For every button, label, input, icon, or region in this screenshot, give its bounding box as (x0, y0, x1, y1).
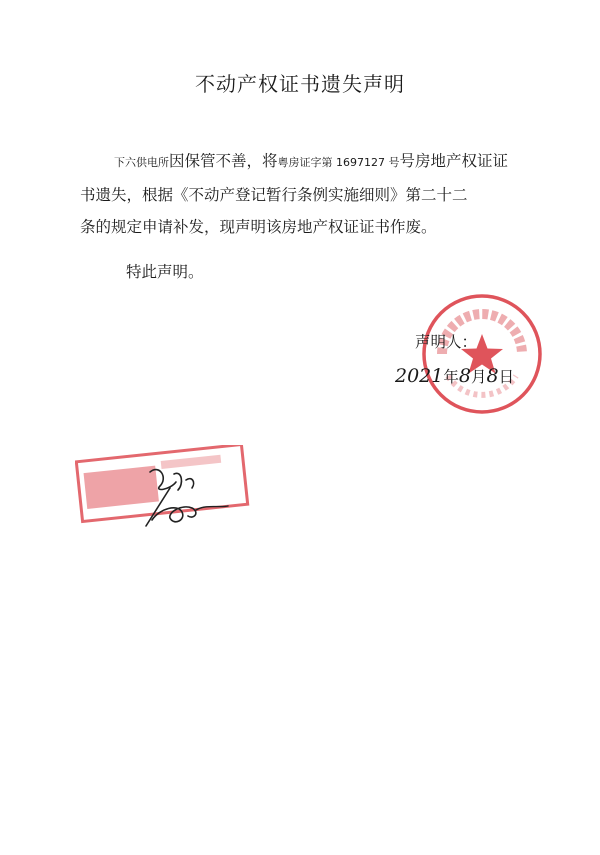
closing-paragraph (80, 256, 540, 288)
declarant-label: 声明人： (415, 333, 478, 351)
closing-text: 特此声明。 (126, 263, 204, 281)
body-line-3: 条的规定申请补发，现声明该房地产权证证书作废。 (80, 218, 437, 236)
date-month: 8 (458, 365, 471, 387)
year-suffix: 年 (443, 368, 459, 386)
declaration-date (395, 365, 514, 387)
document-title: 不动产权证书遗失声明 (195, 72, 405, 96)
unit-name: 下六供电所 (114, 156, 169, 169)
body-paragraph (80, 145, 540, 243)
body-line-2: 书遗失，根据《不动产登记暂行条例实施细则》第二十二 (80, 186, 468, 204)
body-line-1 (80, 145, 540, 179)
month-suffix: 月 (470, 368, 487, 386)
body-text-2: 号房地产权证证 (399, 152, 509, 170)
certificate-number: 粤房证字第 1697127 号 (277, 156, 400, 169)
date-day: 8 (486, 365, 499, 387)
body-text-1: 因保管不善，将 (169, 152, 278, 170)
date-year: 2021 (395, 365, 444, 387)
official-seal (420, 292, 544, 416)
day-suffix: 日 (498, 368, 515, 386)
handwritten-signature (130, 460, 240, 535)
